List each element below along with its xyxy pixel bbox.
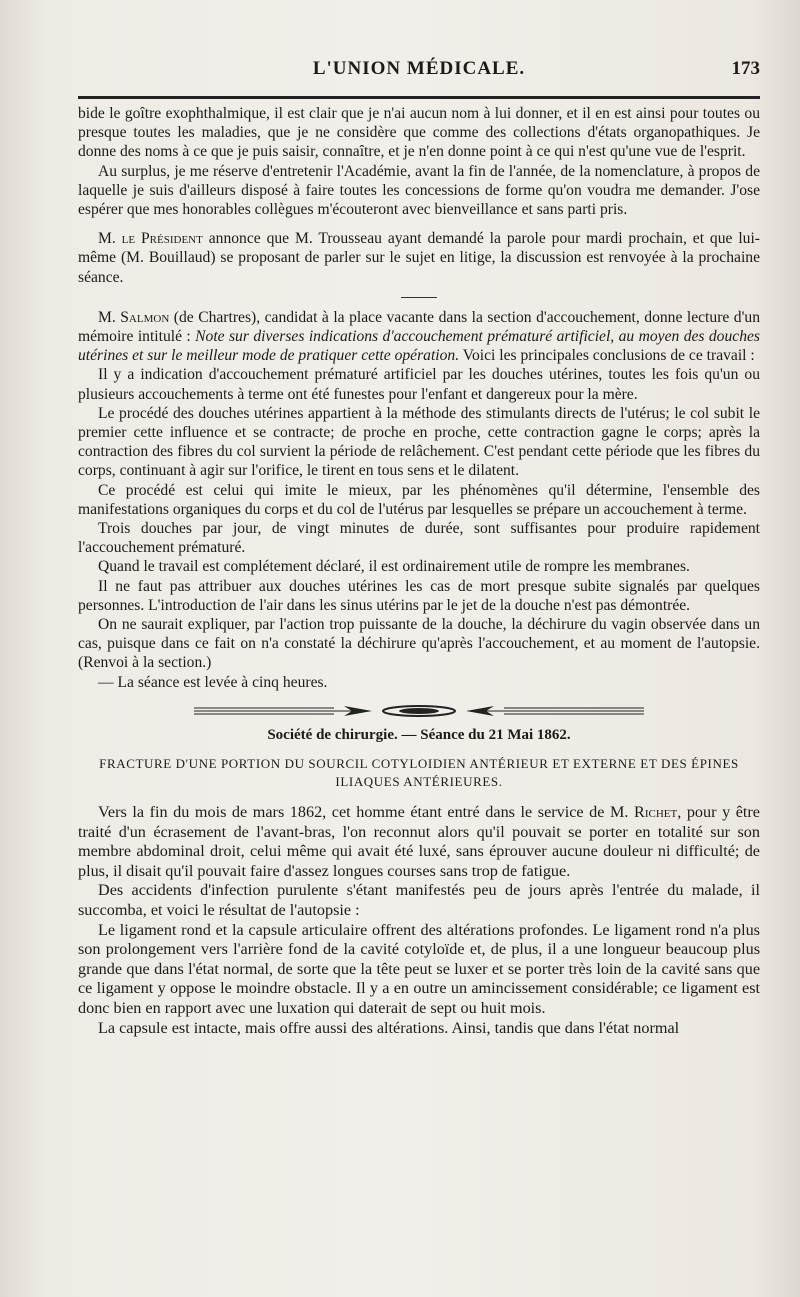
- page-header: [78, 58, 760, 88]
- paragraph: — La séance est levée à cinq heures.: [98, 673, 328, 691]
- paragraph: bide le goître exophthalmique, il est clair que je n'ai aucun nom à lui donner, et il en est ainsi pour toutes ou presque toutes les maladies, que je ne considère que comme des collections d'états organopathiques. Je donne des noms à ce que je puis saisir, connaître, et je n'en donne point à ce qui n'est qu'une vue de l'esprit.: [78, 105, 760, 161]
- paragraph-text: annonce que M. Trousseau ayant demandé la parole pour mardi prochain, et que lui-même (M. Bouillaud) se proposant de parler sur le sujet en litige, la discussion est renvoyée à la prochaine séance.: [78, 230, 760, 286]
- paragraph: Trois douches par jour, de vingt minutes de durée, sont suffisantes pour produire rapidement l'accouchement prématuré.: [78, 520, 760, 557]
- paragraph: Quand le travail est complétement déclaré, il est ordinairement utile de rompre les membranes.: [98, 558, 690, 576]
- paragraph: La capsule est intacte, mais offre aussi des altérations. Ainsi, tandis que dans l'état normal: [98, 1018, 680, 1037]
- paragraph: Le procédé des douches utérines appartient à la méthode des stimulants directs de l'utérus; le col subit le premier cette influence et se contracte; de proche en proche, cette contraction gagne le corps; après la contraction des fibres du col survient la période de relâchement. C'est pendant cette période que les fibres du corps, continuant à agir sur l'orifice, le tirent en tous sens et le dilatent.: [78, 404, 760, 480]
- ornament-icon: [194, 704, 644, 718]
- article-title: FRACTURE D'UNE PORTION DU SOURCIL COTYLOIDIEN ANTÉRIEUR ET EXTERNE ET DES ÉPINES ILIAQUES ANTÉRIEURES.: [99, 756, 739, 790]
- paragraph: Il y a indication d'accouchement prématuré artificiel par les douches utérines, toutes les fois qu'un ou plusieurs accouchements à terme ont été funestes pour l'enfant et dangereux pour la mère.: [78, 366, 760, 403]
- paragraph: Des accidents d'infection purulente s'étant manifestés peu de jours après l'entrée du malade, il succomba, et voici le résultat de l'autopsie :: [78, 881, 760, 920]
- paragraph: Au surplus, je me réserve d'entretenir l'Académie, avant la fin de l'année, de la nomenclature, à propos de laquelle je suis d'ailleurs disposé à faire toutes les concessions de forme qu'on voudra me demander. J'ose espérer que mes honorables collègues m'écouteront avec bienveillance et sans parti pris.: [78, 162, 760, 219]
- ornamental-divider: [78, 704, 760, 720]
- paragraph: [78, 308, 760, 366]
- page-number: 173: [731, 58, 760, 79]
- section-heading: Société de chirurgie. — Séance du 21 Mai 1862.: [267, 726, 571, 743]
- separator-rule: [401, 297, 437, 298]
- page-body: [78, 104, 760, 1038]
- paragraph-text: (de Chartres), candidat à la place vacante dans la section d'accouchement, donne lecture d'un mémoire intitulé :: [78, 308, 761, 346]
- paragraph: [78, 803, 760, 881]
- person-name: M. Richet: [610, 803, 678, 822]
- memoir-title: Note sur diverses indications d'accouchement prématuré artificiel, au moyen des douches utérines et sur le meilleur mode de pratiquer cette opération.: [78, 328, 760, 365]
- speaker-name: M. Salmon: [98, 308, 170, 326]
- paragraph: Le ligament rond et la capsule articulaire offrent des altérations profondes. Le ligament rond n'a plus son prolongement vers l'arrière fond de la cavité cotyloïde et, de plus, il a une longueur beaucoup plus grande que dans l'état normal, de sorte que la tête peut se luxer et se porter très loin de la cavité sans que ce ligament y oppose le moindre obstacle. Il y a en outre un amincissement considérable; ce ligament est donc bien en rapport avec une luxation qui daterait de sept ou huit mois.: [78, 920, 760, 1018]
- paragraph-text: Voici les principales conclusions de ce travail :: [459, 347, 755, 365]
- paragraph-text: , pour y être traité d'un écrasement de l'avant-bras, l'on reconnut alors qu'il pouvait se porter en totalité sur son membre abdominal droit, celui même qui avait été luxé, sans éprouver aucune douleur ni difficulté; de plus, il disait qu'il pouvait faire d'assez longues courses sans trop de fatigue.: [78, 803, 760, 880]
- paragraph: [78, 229, 760, 287]
- running-title: L'UNION MÉDICALE.: [312, 58, 526, 79]
- speaker-name: M. le Président: [98, 230, 203, 248]
- paragraph: Ce procédé est celui qui imite le mieux, par les phénomènes qu'il détermine, l'ensemble des manifestations organiques du corps et du col de l'utérus par lesquelles se prépare un accouchement à terme.: [78, 481, 760, 518]
- paragraph: Il ne faut pas attribuer aux douches utérines les cas de mort presque subite signalés par quelques personnes. L'introduction de l'air dans les sinus utérins par le jet de la douche n'est pas démontrée.: [78, 577, 760, 614]
- header-rule: [78, 96, 760, 99]
- article-body: [78, 803, 760, 1038]
- paragraph-text: Vers la fin du mois de mars 1862, cet homme étant entré dans le service de: [98, 803, 611, 822]
- paragraph: On ne saurait expliquer, par l'action trop puissante de la douche, la déchirure du vagin observée dans un cas, puisque dans ce fait on n'a constaté la déchirure qu'après l'accouchement, et au moment de l'autopsie. (Renvoi à la section.): [78, 616, 760, 672]
